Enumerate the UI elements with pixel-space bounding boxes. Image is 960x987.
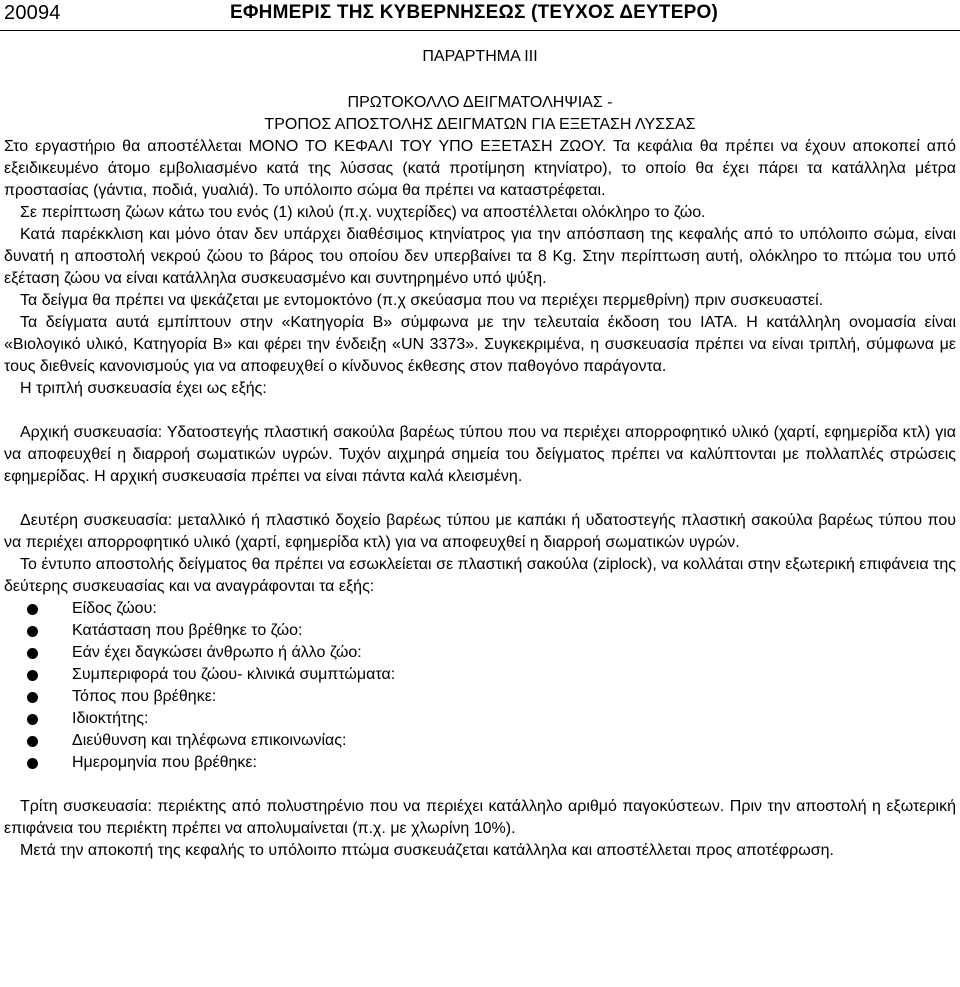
list-item <box>4 752 956 774</box>
paragraph-derogation: Κατά παρέκκλιση και μόνο όταν δεν υπάρχει διαθέσιμος κτηνίατρος για την απόσπαση της κεφαλής από το υπόλοιπο σώμα, είναι δυνατή η αποστολή νεκρού ζώου το βάρος του οποίου δεν υπερβαίνει τα 8 Kg. Στην περίπτωση αυτή, ολόκληρο το πτώμα του υπό εξέταση ζώου να είναι κατάλληλα συσκευασμένο και συντηρημένο υπό ψύξη. <box>4 226 956 287</box>
protocol-title-line-2: ΤΡΟΠΟΣ ΑΠΟΣΤΟΛΗΣ ΔΕΙΓΜΑΤΩΝ ΓΙΑ ΕΞΕΤΑΣΗ ΛΥΣΣΑΣ <box>264 116 696 133</box>
paragraph-tertiary-packaging: Τρίτη συσκευασία: περιέκτης από πολυστηρένιο που να περιέχει κατάλληλο αριθμό παγοκύστεων. Πριν την αποστολή η εξωτερική επιφάνεια του περιέκτη πρέπει να απολυμαίνεται (π.χ. με χλωρίνη 10%). <box>4 798 956 837</box>
list-item <box>4 620 956 642</box>
document-body <box>4 46 956 862</box>
bullet-dot-icon <box>27 670 38 681</box>
list-item <box>4 664 956 686</box>
gazette-title: ΕΦΗΜΕΡΙΣ ΤΗΣ ΚΥΒΕΡΝΗΣΕΩΣ (ΤΕΥΧΟΣ ΔΕΥΤΕΡΟ) <box>230 2 718 23</box>
page-header <box>0 0 960 31</box>
bullet-dot-icon <box>27 626 38 637</box>
protocol-title-line-1: ΠΡΩΤΟΚΟΛΛΟ ΔΕΙΓΜΑΤΟΛΗΨΙΑΣ - <box>347 94 613 111</box>
paragraph-carcass-incineration: Μετά την αποκοπή της κεφαλής το υπόλοιπο πτώμα συσκευάζεται κατάλληλα και αποστέλλεται προς αποτέφρωση. <box>20 842 834 859</box>
list-item <box>4 708 956 730</box>
paragraph-category-b: Τα δείγματα αυτά εμπίπτουν στην «Κατηγορία Β» σύμφωνα με την τελευταία έκδοση του IATA. Η κατάλληλη ονομασία είναι «Βιολογικό υλικό, Κατηγορία Β» και φέρει την ένδειξη «UN 3373». Συγκεκριμένα, η συσκευασία πρέπει να είναι τριπλή, σύμφωνα με τους διεθνείς κανονισμούς για να αποφευχθεί ο κίνδυνος έκθεσης στον παθογόνο παράγοντα. <box>4 314 956 375</box>
list-item-label: Ημερομηνία που βρέθηκε: <box>72 754 257 771</box>
bullet-dot-icon <box>27 604 38 615</box>
list-item-label: Ιδιοκτήτης: <box>72 710 149 727</box>
bullet-dot-icon <box>27 758 38 769</box>
list-item <box>4 686 956 708</box>
list-item-label: Τόπος που βρέθηκε: <box>72 688 217 705</box>
paragraph-head-only: Στο εργαστήριο θα αποστέλλεται ΜΟΝΟ ΤΟ ΚΕΦΑΛΙ ΤΟΥ ΥΠΟ ΕΞΕΤΑΣΗ ΖΩΟΥ. Τα κεφάλια θα πρέπει να έχουν αποκοπεί από εξειδικευμένο άτομο εμβολιασμένο κατά της λύσσας (κατά προτίμηση κτηνίατρο), το οποίο θα έχει πάρει τα κατάλληλα μέτρα προστασίας (γάντια, ποδιά, γυαλιά). Το υπόλοιπο σώμα θα πρέπει να καταστρέφεται. <box>4 138 956 199</box>
paragraph-small-animals: Σε περίπτωση ζώων κάτω του ενός (1) κιλού (π.χ. νυχτερίδες) να αποστέλλεται ολόκληρο το ζώο. <box>20 204 706 221</box>
bullet-dot-icon <box>27 736 38 747</box>
annex-title: ΠΑΡΑΡΤΗΜΑ ΙΙΙ <box>422 48 538 65</box>
list-item <box>4 598 956 620</box>
list-item-label: Είδος ζώου: <box>72 600 157 617</box>
page-number: 20094 <box>4 2 61 24</box>
list-item-label: Κατάσταση που βρέθηκε το ζώο: <box>72 622 303 639</box>
bullet-dot-icon <box>27 648 38 659</box>
paragraph-primary-packaging: Αρχική συσκευασία: Υδατοστεγής πλαστική σακούλα βαρέως τύπου που να περιέχει απορροφητικό υλικό (χαρτί, εφημερίδα κτλ) για να αποφευχθεί η διαρροή σωματικών υγρών. Τυχόν αιχμηρά σημεία του δείγματος πρέπει να καλύπτονται με πολλαπλές στρώσεις εφημερίδας. Η αρχική συσκευασία πρέπει να είναι πάντα καλά κλεισμένη. <box>4 424 956 485</box>
paragraph-secondary-packaging: Δευτέρη συσκευασία: μεταλλικό ή πλαστικό δοχείο βαρέως τύπου με καπάκι ή υδατοστεγής πλαστική σακούλα βαρέως τύπου που να περιέχει απορροφητικό υλικό (χαρτί, εφημερίδα κτλ) για να αποφευχθεί η διαρροή σωματικών υγρών. <box>4 512 956 551</box>
paragraph-shipping-form: Το έντυπο αποστολής δείγματος θα πρέπει να εσωκλείεται σε πλαστική σακούλα (ziplock), να κολλάται στην εξωτερική επιφάνεια της δεύτερης συσκευασίας και να αναγράφονται τα εξής: <box>4 556 956 595</box>
paragraph-triple-packaging: Η τριπλή συσκευασία έχει ως εξής: <box>20 380 267 397</box>
list-item-label: Συμπεριφορά του ζώου- κλινικά συμπτώματα: <box>72 666 396 683</box>
list-item <box>4 642 956 664</box>
list-item-label: Διεύθυνση και τηλέφωνα επικοινωνίας: <box>72 732 347 749</box>
list-item-label: Εάν έχει δαγκώσει άνθρωπο ή άλλο ζώο: <box>72 644 362 661</box>
shipping-form-fields-list <box>4 598 956 774</box>
bullet-dot-icon <box>27 714 38 725</box>
list-item <box>4 730 956 752</box>
paragraph-insecticide: Τα δείγμα θα πρέπει να ψεκάζεται με εντομοκτόνο (π.χ σκεύασμα που να περιέχει περμεθρίνη) πριν συσκευαστεί. <box>20 292 824 309</box>
bullet-dot-icon <box>27 692 38 703</box>
